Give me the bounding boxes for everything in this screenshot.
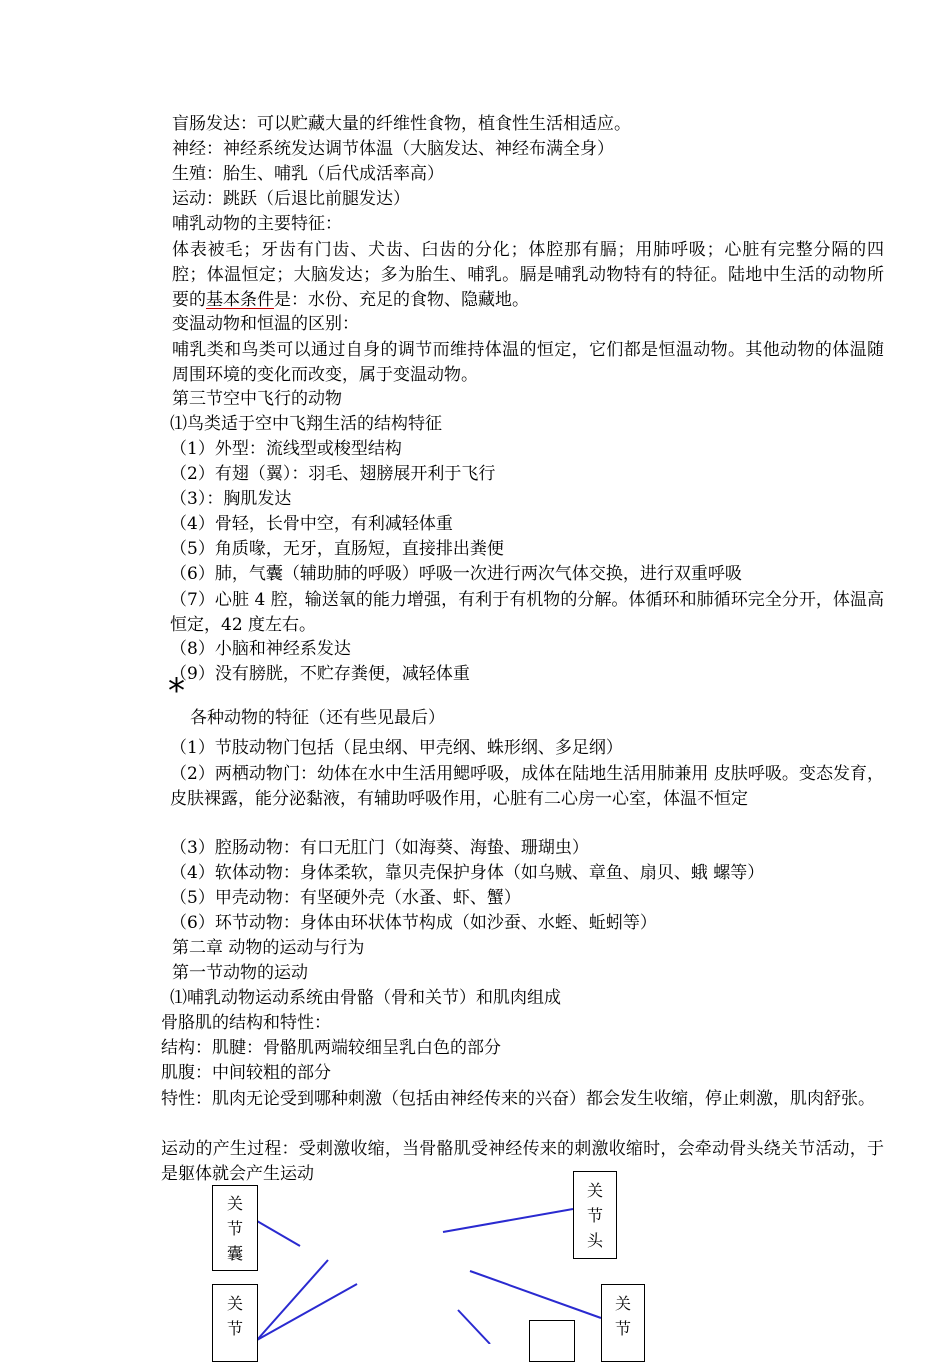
pointer-line (257, 1221, 300, 1246)
underlined-term: 基本条件 (206, 290, 274, 310)
section-heading: 第一节动物的运动 (172, 963, 308, 983)
box-char: 关 (226, 1193, 243, 1213)
pointer-line (458, 1310, 490, 1344)
list-item: （9）没有膀胱，不贮存粪便，减轻体重 (170, 664, 470, 684)
label-box-joint-head (573, 1171, 617, 1259)
text-line: 生殖：胎生、哺乳（后代成活率高） (172, 164, 444, 184)
box-char: 囊 (226, 1243, 243, 1263)
pointer-line (257, 1284, 357, 1340)
box-char: 节 (614, 1319, 631, 1338)
list-item: （1）外型：流线型或梭型结构 (170, 439, 402, 459)
text-line: 神经：神经系统发达调节体温（大脑发达、神经布满全身） (172, 139, 614, 159)
box-char: 关 (614, 1294, 631, 1313)
list-item: （5）甲壳动物：有坚硬外壳（水蚤、虾、蟹） (170, 888, 521, 908)
text-line: 结构：肌腱：骨骼肌两端较细呈乳白色的部分 (161, 1038, 501, 1058)
label-box-empty (529, 1320, 575, 1362)
section-heading: 变温动物和恒温的区别： (172, 314, 359, 334)
box-char: 头 (586, 1230, 603, 1250)
paragraph-text: 体表被毛；牙齿有门齿、犬齿、臼齿的分化；体腔那有膈；用肺呼吸；心脏有完整分隔的四腔；体温恒定；大脑发达；多为胎生、哺乳。膈是哺乳动物特有的特征。陆地中生活的动物所要的 (172, 240, 884, 310)
label-box-joint-right (601, 1284, 645, 1362)
pointer-line (443, 1209, 573, 1232)
box-char: 关 (586, 1180, 603, 1200)
list-item: （2）有翅（翼）：羽毛、翅膀展开利于飞行 (170, 464, 496, 484)
list-item: （3）腔肠动物：有口无肛门（如海葵、海蛰、珊瑚虫） (170, 838, 589, 858)
pointer-line (257, 1260, 328, 1340)
box-char: 关 (226, 1294, 243, 1313)
label-box-joint (212, 1284, 258, 1362)
list-item: （6）肺，气囊（辅助肺的呼吸）呼吸一次进行两次气体交换，进行双重呼吸 (170, 564, 742, 584)
text-line: 肌腹：中间较粗的部分 (161, 1063, 331, 1083)
list-item: （2）两栖动物门：幼体在水中生活用鳃呼吸，成体在陆地生活用肺兼用 皮肤呼吸。变态发育，皮肤裸露，能分泌黏液，有辅助呼吸作用，心脏有二心房一心室，体温不恒定 (170, 764, 884, 809)
box-char: 节 (586, 1205, 603, 1225)
list-item: （8）小脑和神经系发达 (170, 639, 351, 659)
list-item: （3）：胸肌发达 (170, 489, 292, 509)
text-line: 骨胳肌的结构和特性： (161, 1013, 331, 1033)
list-item: （7）心脏 4 腔，输送氧的能力增强，有利于有机物的分解。体循环和肺循环完全分开，体温高恒定，42 度左右。 (170, 590, 884, 635)
section-heading: 第三节空中飞行的动物 (172, 389, 342, 409)
list-item: （4）软体动物：身体柔软，靠贝壳保护身体（如乌贼、章鱼、扇贝、蛾 螺等） (170, 863, 765, 883)
star-mark: * (168, 671, 185, 711)
section-heading: 哺乳动物的主要特征： (172, 214, 342, 234)
paragraph-movement: 运动的产生过程：受刺激收缩，当骨骼肌受神经传来的刺激收缩时，会牵动骨头绕关节活动，于是躯体就会产生运动 (161, 1139, 884, 1184)
list-item: （4）骨轻，长骨中空，有利减轻体重 (170, 514, 453, 534)
subsection-heading: ⑴哺乳动物运动系统由骨骼（骨和关节）和肌肉组成 (170, 988, 561, 1008)
pointer-line (470, 1271, 601, 1318)
list-item: （5）角质喙，无牙，直肠短，直接排出粪便 (170, 539, 504, 559)
label-box-joint-capsule (212, 1185, 258, 1271)
section-heading: 各种动物的特征（还有些见最后） (190, 708, 445, 728)
paragraph-temperature: 哺乳类和鸟类可以通过自身的调节而维持体温的恒定，它们都是恒温动物。其他动物的体温随周围环境的变化而改变，属于变温动物。 (172, 340, 884, 385)
text-line: 运动：跳跃（后退比前腿发达） (172, 189, 410, 209)
list-item: （1）节肢动物门包括（昆虫纲、甲壳纲、蛛形纲、多足纲） (170, 738, 623, 758)
paragraph-muscle-property: 特性：肌肉无论受到哪种刺激（包括由神经传来的兴奋）都会发生收缩，停止刺激，肌肉舒张。 (161, 1089, 875, 1109)
box-char: 节 (226, 1218, 243, 1238)
chapter-heading: 第二章 动物的运动与行为 (172, 938, 365, 958)
list-item: （6）环节动物：身体由环状体节构成（如沙蚕、水蛭、蚯蚓等） (170, 913, 657, 933)
box-char: 节 (226, 1319, 243, 1338)
subsection-heading: ⑴鸟类适于空中飞翔生活的结构特征 (170, 414, 442, 434)
paragraph-text: 是：水份、充足的食物、隐藏地。 (274, 290, 529, 310)
text-line: 盲肠发达：可以贮藏大量的纤维性食物，植食性生活相适应。 (172, 114, 631, 134)
